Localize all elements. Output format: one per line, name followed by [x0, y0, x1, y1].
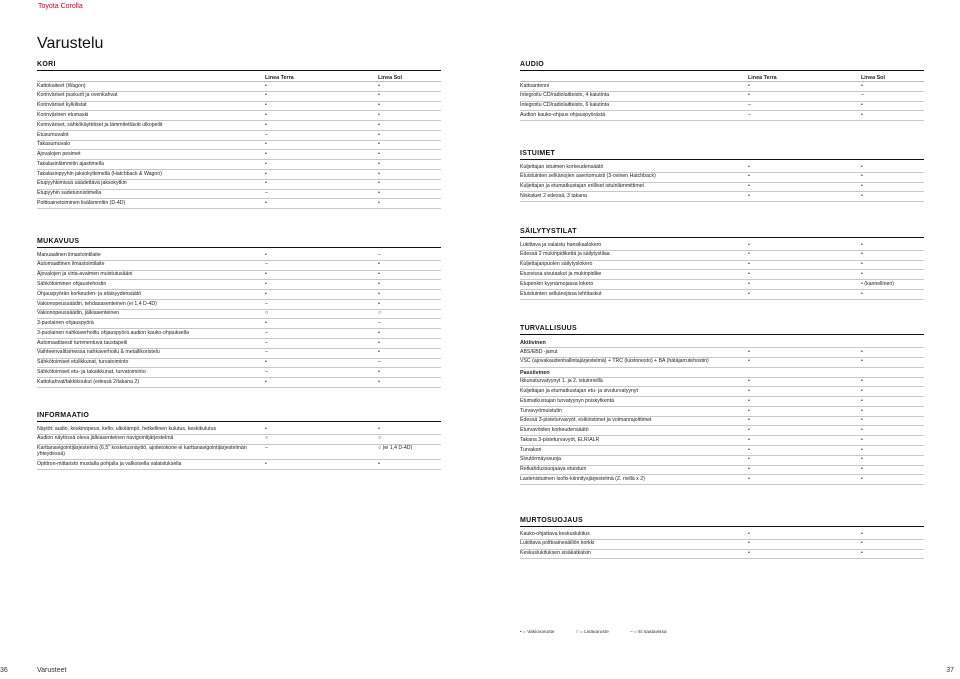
linea-terra-value: •: [265, 280, 267, 287]
table-row: [520, 173, 924, 183]
feature-label: 3-puolainen nahkaverhoiltu ohjauspyörä audion kauko-ohjauksella: [37, 329, 189, 336]
linea-sol-value: •: [378, 180, 380, 187]
linea-sol-value: •: [861, 348, 863, 355]
table-row: [520, 348, 924, 358]
feature-label: Turvavyömuistutin: [520, 407, 562, 414]
table-row: [37, 170, 441, 180]
linea-terra-value: –: [748, 111, 751, 118]
feature-label: Kattokaiteet (Wagon): [37, 82, 86, 89]
linea-terra-value: •: [748, 92, 750, 99]
linea-sol-value: –: [378, 251, 381, 258]
linea-terra-value: •: [748, 82, 750, 89]
feature-label: Kuljettajan istuimen korkeudensäätö: [520, 163, 604, 170]
section-title: ISTUIMET: [520, 150, 924, 160]
linea-sol-value: ○: [378, 435, 382, 442]
feature-label: Integroitu CD/radiolaitteisto, 4 kaiutinta: [520, 92, 610, 99]
linea-sol-value: •: [861, 466, 863, 473]
linea-sol-value: • (kannellinen): [861, 280, 894, 287]
table-row: [520, 378, 924, 388]
linea-sol-value: •: [861, 290, 863, 297]
feature-label: Turvakori: [520, 446, 542, 453]
feature-label: Kuljettajan ja etumatkustajan etu- ja sivuturvatyynyt: [520, 387, 638, 394]
table-row: [520, 290, 924, 300]
legend: [520, 630, 687, 635]
table-row: [520, 111, 924, 121]
table-row: [520, 102, 924, 112]
table-row: [37, 251, 441, 261]
linea-terra-value: •: [265, 160, 267, 167]
linea-sol-value: •: [378, 151, 380, 158]
table-row: [520, 358, 924, 368]
table-row: [520, 417, 924, 427]
linea-sol-value: •: [861, 397, 863, 404]
linea-sol-value: •: [861, 378, 863, 385]
feature-label: Ajovalojen ja virta-avaimen muistutusääni: [37, 271, 133, 278]
table-row: [520, 251, 924, 261]
linea-sol-value: •: [861, 550, 863, 557]
linea-terra-value: •: [265, 92, 267, 99]
table-row: [37, 435, 441, 445]
linea-terra-value: •: [265, 180, 267, 187]
linea-terra-value: •: [265, 378, 267, 385]
linea-sol-value: •: [378, 280, 380, 287]
table-row: [37, 310, 441, 320]
table-row: [37, 190, 441, 200]
footer-section-name: Varusteet: [37, 667, 67, 674]
table-row: [520, 270, 924, 280]
linea-sol-value: •: [378, 425, 380, 432]
linea-sol-value: •: [861, 436, 863, 443]
linea-terra-value: –: [748, 102, 751, 109]
column-header: [37, 71, 441, 82]
linea-terra-value: •: [265, 170, 267, 177]
feature-label: Sähkötoimiset etu- ja takaikkunat, turvatoiminto: [37, 368, 146, 375]
linea-sol-value: •: [378, 82, 380, 89]
linea-terra-value: •: [748, 192, 750, 199]
column-header: [520, 71, 924, 82]
legend-standard: • = Vakiovaruste: [520, 630, 555, 635]
section-title: MURTOSUOJAUS: [520, 517, 924, 527]
linea-terra-value: •: [748, 358, 750, 365]
column-linea-terra: Linea Terra: [748, 75, 777, 81]
table-row: [37, 460, 441, 470]
feature-label: Etuistuinten selkänojien asentomuisti (3-ovinen Hatchback): [520, 173, 656, 180]
feature-label: Automaattinen ilmastointilaite: [37, 261, 105, 268]
feature-label: Audion kauko-ohjaus ohjauspyörästä: [520, 111, 606, 118]
feature-label: Etuistuinten selkänojissa lehtitaskut: [520, 290, 602, 297]
linea-terra-value: •: [748, 270, 750, 277]
section-audio: [520, 61, 924, 121]
table-row: [520, 466, 924, 476]
table-row: [37, 180, 441, 190]
linea-sol-value: •: [861, 456, 863, 463]
linea-sol-value: •: [861, 241, 863, 248]
feature-label: Vakionopeussäädin, jälkiasenteinen: [37, 310, 120, 317]
feature-label: Etusumuvalot: [37, 131, 69, 138]
table-row: [520, 261, 924, 271]
left-page-number: 36: [0, 667, 8, 674]
linea-terra-value: •: [265, 151, 267, 158]
linea-sol-value: –: [378, 320, 381, 327]
linea-sol-value: •: [861, 407, 863, 414]
linea-terra-value: •: [265, 460, 267, 467]
linea-terra-value: •: [748, 261, 750, 268]
feature-label: Etupyyhkimissä säädettävä jaksokytkin: [37, 180, 127, 187]
linea-terra-value: •: [265, 121, 267, 128]
linea-sol-value: •: [861, 82, 863, 89]
feature-label: Manuaalinen ilmastointilaite: [37, 251, 101, 258]
linea-terra-value: –: [265, 190, 268, 197]
section-title: TURVALLISUUS: [520, 325, 924, 335]
linea-sol-value: •: [861, 192, 863, 199]
linea-terra-value: •: [748, 466, 750, 473]
feature-label: Sähkötoiminen ohjaustehostin: [37, 280, 107, 287]
table-row: [520, 540, 924, 550]
linea-sol-value: •: [378, 460, 380, 467]
linea-terra-value: •: [748, 446, 750, 453]
feature-label: 3-puolainen ohjauspyörä: [37, 320, 94, 327]
table-row: [520, 387, 924, 397]
linea-sol-value: •: [861, 270, 863, 277]
linea-terra-value: •: [265, 251, 267, 258]
feature-label: Korinväriset, sähkökäyttöiset ja lämmitettävät ulkopeilit: [37, 121, 163, 128]
table-row: [37, 329, 441, 339]
linea-terra-value: –: [265, 349, 268, 356]
table-row: [520, 397, 924, 407]
linea-terra-value: –: [265, 329, 268, 336]
linea-sol-value: •: [378, 111, 380, 118]
linea-terra-value: •: [265, 82, 267, 89]
feature-label: Sivutörmäyssuoja: [520, 456, 561, 463]
table-row: [37, 121, 441, 131]
table-row: [520, 82, 924, 92]
table-row: [520, 446, 924, 456]
linea-sol-value: •: [378, 170, 380, 177]
table-row: [520, 550, 924, 560]
linea-terra-value: •: [748, 348, 750, 355]
feature-label: Automaattisesti tummentuva taustapeili: [37, 339, 128, 346]
linea-sol-value: •: [378, 368, 380, 375]
linea-sol-value: ○: [378, 310, 382, 317]
feature-label: Etupyyhin sadetunnistimella: [37, 190, 102, 197]
feature-label: Korinvärinen etumaski: [37, 111, 89, 118]
linea-terra-value: ○: [265, 310, 269, 317]
feature-label: Näytöt: audio, keskinopeus, kello, ulkolämpö, hetkellinen kulutus, keskikulutus: [37, 425, 217, 432]
linea-sol-value: •: [861, 387, 863, 394]
linea-terra-value: •: [748, 387, 750, 394]
section-title: INFORMAATIO: [37, 412, 441, 422]
linea-sol-value: •: [378, 300, 380, 307]
linea-sol-value: •: [378, 271, 380, 278]
table-row: [520, 163, 924, 173]
linea-terra-value: •: [265, 425, 267, 432]
section-kori: [37, 61, 441, 209]
linea-terra-value: •: [748, 241, 750, 248]
linea-terra-value: •: [748, 427, 750, 434]
linea-sol-value: •: [378, 121, 380, 128]
linea-sol-value: •: [378, 131, 380, 138]
table-row: [37, 368, 441, 378]
table-row: [37, 102, 441, 112]
linea-sol-value: •: [861, 530, 863, 537]
table-row: [520, 426, 924, 436]
column-linea-terra: Linea Terra: [265, 75, 294, 81]
linea-terra-value: •: [748, 540, 750, 547]
linea-sol-value: •: [861, 427, 863, 434]
section-title: AUDIO: [520, 61, 924, 71]
feature-label: Lukittava ja valaistu hansikaslokero: [520, 241, 602, 248]
linea-terra-value: –: [265, 261, 268, 268]
section-title: MUKAVUUS: [37, 238, 441, 248]
table-row: [37, 141, 441, 151]
table-row: [37, 92, 441, 102]
linea-terra-value: •: [748, 251, 750, 258]
feature-label: Optitron-mittaristo mustalla pohjalla ja valkoisella valaistuksella: [37, 460, 182, 467]
linea-sol-value: •: [378, 141, 380, 148]
feature-label: Edessä 2 mukinpidikettä ja säilytystilaa: [520, 251, 610, 258]
linea-terra-value: •: [748, 173, 750, 180]
table-row: [37, 445, 441, 461]
linea-terra-value: •: [748, 417, 750, 424]
feature-label: Takasumuvalo: [37, 141, 71, 148]
feature-label: Eturvavöiden korkeudensäätö: [520, 427, 589, 434]
linea-sol-value: •: [861, 111, 863, 118]
table-row: [37, 160, 441, 170]
linea-sol-value: •: [861, 183, 863, 190]
table-row: [520, 530, 924, 540]
column-linea-sol: Linea Sol: [378, 75, 402, 81]
feature-label: Polttoainetoiminen lisälämmitin (D-4D): [37, 199, 126, 206]
linea-terra-value: –: [265, 445, 268, 452]
feature-label: Takalasinpyyhin jaksokytkimellä (Hatchback & Wagon): [37, 170, 162, 177]
table-row: [37, 339, 441, 349]
section-murtosuojaus: [520, 517, 924, 559]
feature-label: Etupenkin kyynärnojassa lokero: [520, 280, 594, 287]
linea-sol-value: •: [378, 102, 380, 109]
linea-terra-value: •: [265, 271, 267, 278]
section-title: SÄILYTYSTILAT: [520, 228, 924, 238]
table-row: [37, 280, 441, 290]
linea-terra-value: •: [265, 111, 267, 118]
table-row: [520, 241, 924, 251]
linea-terra-value: •: [748, 436, 750, 443]
linea-sol-value: •: [861, 540, 863, 547]
feature-label: Ohjauspyörän korkeuden- ja etäisyydensäätö: [37, 290, 142, 297]
feature-label: Kattoantenni: [520, 82, 550, 89]
column-linea-sol: Linea Sol: [861, 75, 885, 81]
table-row: [37, 111, 441, 121]
feature-label: Etuovissa sivutaskut ja mukinpidike: [520, 270, 602, 277]
linea-terra-value: •: [748, 183, 750, 190]
linea-terra-value: •: [265, 320, 267, 327]
table-row: [37, 131, 441, 141]
feature-label: Kattokahvat/takkikoukut (edessä 2/takana 2): [37, 378, 140, 385]
table-row: [520, 475, 924, 485]
linea-terra-value: •: [748, 530, 750, 537]
feature-label: Ikkunaturvatyynyt 1. ja 2. istuinrivillä: [520, 378, 603, 385]
page-title: Varustelu: [37, 35, 104, 52]
linea-sol-value: –: [378, 359, 381, 366]
feature-label: ABS/EBD -jarrut: [520, 348, 558, 355]
linea-terra-value: ○: [265, 435, 269, 442]
linea-sol-value: •: [378, 378, 380, 385]
table-row: [37, 425, 441, 435]
feature-label: Kuljettajan ja etumatkustajan erilliset istuinlämmittimet: [520, 183, 644, 190]
table-row: [520, 192, 924, 202]
linea-terra-value: •: [265, 359, 267, 366]
linea-terra-value: •: [265, 290, 267, 297]
linea-sol-value: ○ (ei 1,4 D-4D): [378, 445, 413, 452]
feature-label: Karttanavigointijärjestelmä (6,5" kosketusnäyttö, ajotietokone ei karttanavigointijärjestelmän yhteydessä): [37, 445, 247, 457]
linea-sol-value: •: [378, 349, 380, 356]
feature-label: Sähkötoimiset etulikkunat, turvatoiminto: [37, 359, 129, 366]
table-row: [37, 271, 441, 281]
section-mukavuus: [37, 238, 441, 388]
table-row: [37, 378, 441, 388]
linea-terra-value: •: [265, 141, 267, 148]
feature-label: Niskatuet 2 edessä, 3 takana: [520, 192, 587, 199]
feature-label: Edessä 3-pisteturvavyöt, esikiristimet ja voimanrajoittimet: [520, 417, 652, 424]
linea-sol-value: •: [861, 261, 863, 268]
table-row: [37, 199, 441, 209]
table-row: [37, 359, 441, 369]
linea-sol-value: •: [861, 475, 863, 482]
linea-sol-value: •: [861, 163, 863, 170]
brand-name: Toyota Corolla: [38, 3, 83, 10]
table-row: [520, 183, 924, 193]
feature-label: Korinväriset puskurit ja ovenkahvat: [37, 92, 118, 99]
linea-terra-value: •: [748, 407, 750, 414]
section-informaatio: [37, 412, 441, 470]
linea-terra-value: –: [265, 339, 268, 346]
section-istuimet: [520, 150, 924, 202]
table-row: [520, 92, 924, 102]
subsection-passive: Passiivinen: [520, 368, 924, 378]
linea-sol-value: •: [861, 173, 863, 180]
table-row: [37, 150, 441, 160]
linea-sol-value: •: [861, 358, 863, 365]
linea-terra-value: –: [265, 131, 268, 138]
table-row: [37, 319, 441, 329]
feature-label: Lastenistuimen Isofix-kiinnitysjärjestelmä (Z. rivillä x 2): [520, 475, 645, 482]
feature-label: Takana 3-pisteturvavyöt, ELR/ALR: [520, 436, 600, 443]
linea-terra-value: •: [748, 456, 750, 463]
feature-label: Keskuslukituksen sisäkatkaisin: [520, 550, 591, 557]
feature-label: Integroitu CD/radiolaitteisto, 6 kaiutinta: [520, 102, 610, 109]
section-sailytystilat: [520, 228, 924, 300]
linea-sol-value: •: [861, 417, 863, 424]
linea-sol-value: •: [378, 290, 380, 297]
linea-sol-value: •: [378, 339, 380, 346]
right-page-number: 37: [946, 667, 954, 674]
legend-not-available: – = Ei saatavissa: [630, 630, 667, 635]
feature-label: Korinväriset kylkilistat: [37, 102, 87, 109]
feature-label: Etumatkustajan turvatyynyn poiskytkentä: [520, 397, 614, 404]
table-row: [37, 300, 441, 310]
linea-terra-value: •: [748, 378, 750, 385]
table-row: [37, 82, 441, 92]
linea-sol-value: •: [378, 199, 380, 206]
linea-terra-value: –: [265, 368, 268, 375]
linea-terra-value: •: [265, 102, 267, 109]
section-title: KORI: [37, 61, 441, 71]
feature-label: Kuljettajanpuolen säilytyslokero: [520, 261, 593, 268]
table-row: [520, 407, 924, 417]
feature-label: VSC (ajovakaudenhallintajärjestelmä) + TRC (luistonesto) + BA (hätäjarrutehostin): [520, 358, 709, 365]
linea-terra-value: •: [748, 163, 750, 170]
subsection-active: Aktiivinen: [520, 338, 924, 348]
table-row: [37, 349, 441, 359]
linea-terra-value: –: [265, 300, 268, 307]
linea-terra-value: •: [748, 550, 750, 557]
feature-label: Ajovalojen pesimet: [37, 151, 81, 158]
feature-label: Takalasinlämmitin ajastimella: [37, 160, 104, 167]
table-row: [520, 456, 924, 466]
linea-sol-value: •: [861, 251, 863, 258]
table-row: [520, 436, 924, 446]
linea-sol-value: •: [861, 102, 863, 109]
table-row: [37, 290, 441, 300]
linea-terra-value: •: [748, 475, 750, 482]
feature-label: Retkahdussuojaava etuistuin: [520, 466, 587, 473]
linea-sol-value: •: [378, 329, 380, 336]
linea-sol-value: –: [861, 92, 864, 99]
linea-sol-value: •: [861, 446, 863, 453]
linea-terra-value: •: [748, 290, 750, 297]
section-turvallisuus: [520, 325, 924, 485]
linea-terra-value: •: [265, 199, 267, 206]
linea-sol-value: •: [378, 261, 380, 268]
linea-sol-value: •: [378, 92, 380, 99]
feature-label: Lukittava polttoainesäiliön korkki: [520, 540, 595, 547]
table-row: [520, 280, 924, 290]
linea-terra-value: •: [748, 397, 750, 404]
linea-sol-value: •: [378, 160, 380, 167]
table-row: [37, 261, 441, 271]
feature-label: Vaihteenvalitsimessa nahkaverhoilu & metallikoristelu: [37, 349, 160, 356]
linea-terra-value: •: [748, 280, 750, 287]
legend-optional: ○ = Lisävaruste: [575, 630, 609, 635]
feature-label: Vakionopeussäädin, tehdasasenteinen (ei 1,4 D-4D): [37, 300, 157, 307]
feature-label: Kauko-ohjattava keskuslukitus: [520, 530, 590, 537]
linea-sol-value: •: [378, 190, 380, 197]
feature-label: Audion näytössä oleva jälkiasenteinen navigointijärjestelmä: [37, 435, 174, 442]
